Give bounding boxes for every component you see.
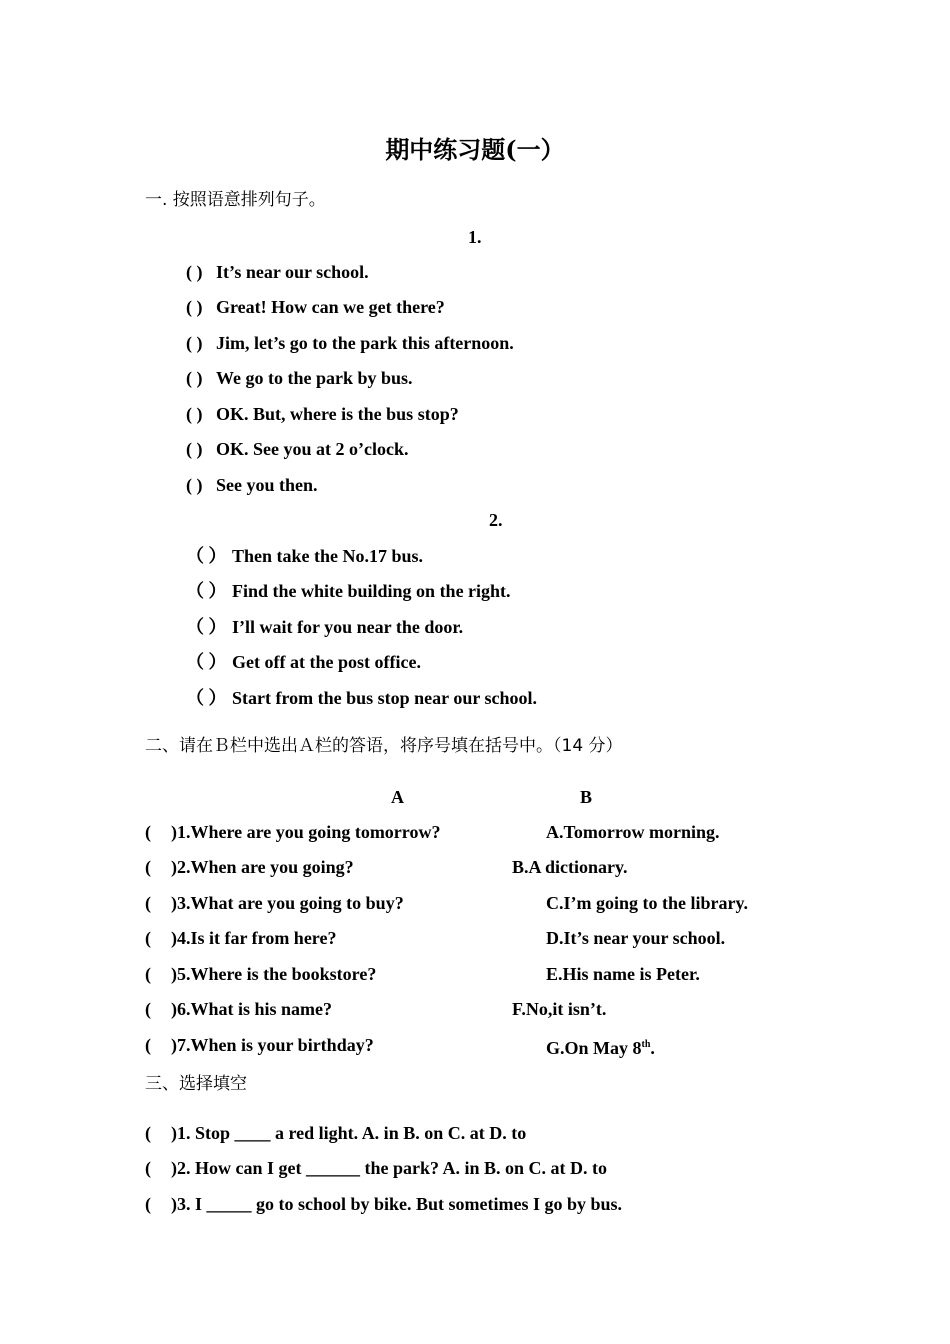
list-item <box>186 545 423 567</box>
answer-option: A.Tomorrow morning. <box>546 822 720 842</box>
sentence-text: OK. See you at 2 o’clock. <box>216 439 409 459</box>
answer-blank[interactable]: ( <box>145 822 151 842</box>
answer-blank[interactable]: （ ） <box>186 546 227 566</box>
answer-blank[interactable]: （ ） <box>186 581 227 601</box>
question-text: )4.Is it far from here? <box>171 928 337 948</box>
answer-option: D.It’s near your school. <box>546 928 726 948</box>
answer-option: B.A dictionary. <box>512 857 628 877</box>
column-a-header: A <box>391 787 404 807</box>
answer-blank[interactable]: ( <box>145 857 151 877</box>
sentence-text: It’s near our school. <box>216 262 369 282</box>
column-b-header: B <box>580 787 593 807</box>
answer-blank[interactable]: ( ) <box>186 439 203 459</box>
question-text: )2.When are you going? <box>171 857 354 877</box>
page-title: 期中练习题(一） <box>385 135 565 164</box>
sentence-text: Great! How can we get there? <box>216 297 445 317</box>
answer-blank[interactable]: ( <box>145 1035 151 1055</box>
question-row <box>145 1157 607 1179</box>
list-item <box>186 296 445 318</box>
answer-blank[interactable]: ( <box>145 1158 151 1178</box>
question-row <box>145 927 336 949</box>
sentence-text: Start from the bus stop near our school. <box>232 688 538 708</box>
question-text: )2. How can I get ______ the park? A. in B. on C. at D. to <box>171 1158 608 1178</box>
answer-blank[interactable]: ( <box>145 928 151 948</box>
part2-label: 2. <box>489 510 503 530</box>
question-row <box>145 1122 526 1144</box>
sentence-text: Then take the No.17 bus. <box>232 546 424 566</box>
answer-blank[interactable]: （ ） <box>186 617 227 637</box>
answer-option: E.His name is Peter. <box>546 964 700 984</box>
list-item <box>186 474 318 496</box>
sentence-text: Find the white building on the right. <box>232 581 511 601</box>
section2-heading: 二、请在Ｂ栏中选出Ａ栏的答语，将序号填在括号中。（14 分） <box>145 736 623 756</box>
list-item <box>186 438 408 460</box>
list-item <box>186 332 514 354</box>
sentence-text: Jim, let’s go to the park this afternoon. <box>216 333 514 353</box>
question-row <box>145 998 332 1020</box>
answer-blank[interactable]: （ ） <box>186 688 227 708</box>
question-text: )1.Where are you going tomorrow? <box>171 822 441 842</box>
section3-heading: 三、选择填空 <box>145 1074 247 1094</box>
question-row <box>145 892 404 914</box>
answer-period: . <box>650 1038 655 1058</box>
sentence-text: We go to the park by bus. <box>216 368 413 388</box>
question-text: )3.What are you going to buy? <box>171 893 404 913</box>
part1-label: 1. <box>468 227 482 247</box>
question-row <box>145 1193 622 1215</box>
answer-option <box>546 1034 655 1059</box>
list-item <box>186 651 421 673</box>
question-text: )7.When is your birthday? <box>171 1035 374 1055</box>
answer-blank[interactable]: ( <box>145 1194 151 1214</box>
list-item <box>186 580 511 602</box>
sentence-text: OK. But, where is the bus stop? <box>216 404 459 424</box>
question-row <box>145 821 440 843</box>
question-text: )5.Where is the bookstore? <box>171 964 377 984</box>
answer-blank[interactable]: ( <box>145 1123 151 1143</box>
answer-blank[interactable]: （ ） <box>186 652 227 672</box>
answer-blank[interactable]: ( ) <box>186 297 203 317</box>
sentence-text: See you then. <box>216 475 318 495</box>
list-item <box>186 616 463 638</box>
question-row <box>145 1034 374 1056</box>
ordinal-suffix: th <box>641 1039 651 1050</box>
list-item <box>186 367 413 389</box>
answer-blank[interactable]: ( <box>145 964 151 984</box>
answer-blank[interactable]: ( ) <box>186 368 203 388</box>
answer-blank[interactable]: ( ) <box>186 404 203 424</box>
question-text: )3. I _____ go to school by bike. But sometimes I go by bus. <box>171 1194 623 1214</box>
answer-text: G.On May 8 <box>546 1038 642 1058</box>
answer-blank[interactable]: ( ) <box>186 475 203 495</box>
answer-option: F.No,it isn’t. <box>512 999 607 1019</box>
answer-blank[interactable]: ( <box>145 893 151 913</box>
list-item <box>186 261 369 283</box>
answer-blank[interactable]: ( ) <box>186 333 203 353</box>
question-text: )1. Stop ____ a red light. A. in B. on C. at D. to <box>171 1123 527 1143</box>
answer-option: C.I’m going to the library. <box>546 893 748 913</box>
sentence-text: I’ll wait for you near the door. <box>232 617 464 637</box>
list-item <box>186 687 537 709</box>
question-row <box>145 963 376 985</box>
answer-blank[interactable]: ( ) <box>186 262 203 282</box>
question-row <box>145 856 354 878</box>
answer-blank[interactable]: ( <box>145 999 151 1019</box>
list-item <box>186 403 459 425</box>
question-text: )6.What is his name? <box>171 999 333 1019</box>
section1-heading: 一. 按照语意排列句子。 <box>145 190 326 210</box>
sentence-text: Get off at the post office. <box>232 652 421 672</box>
